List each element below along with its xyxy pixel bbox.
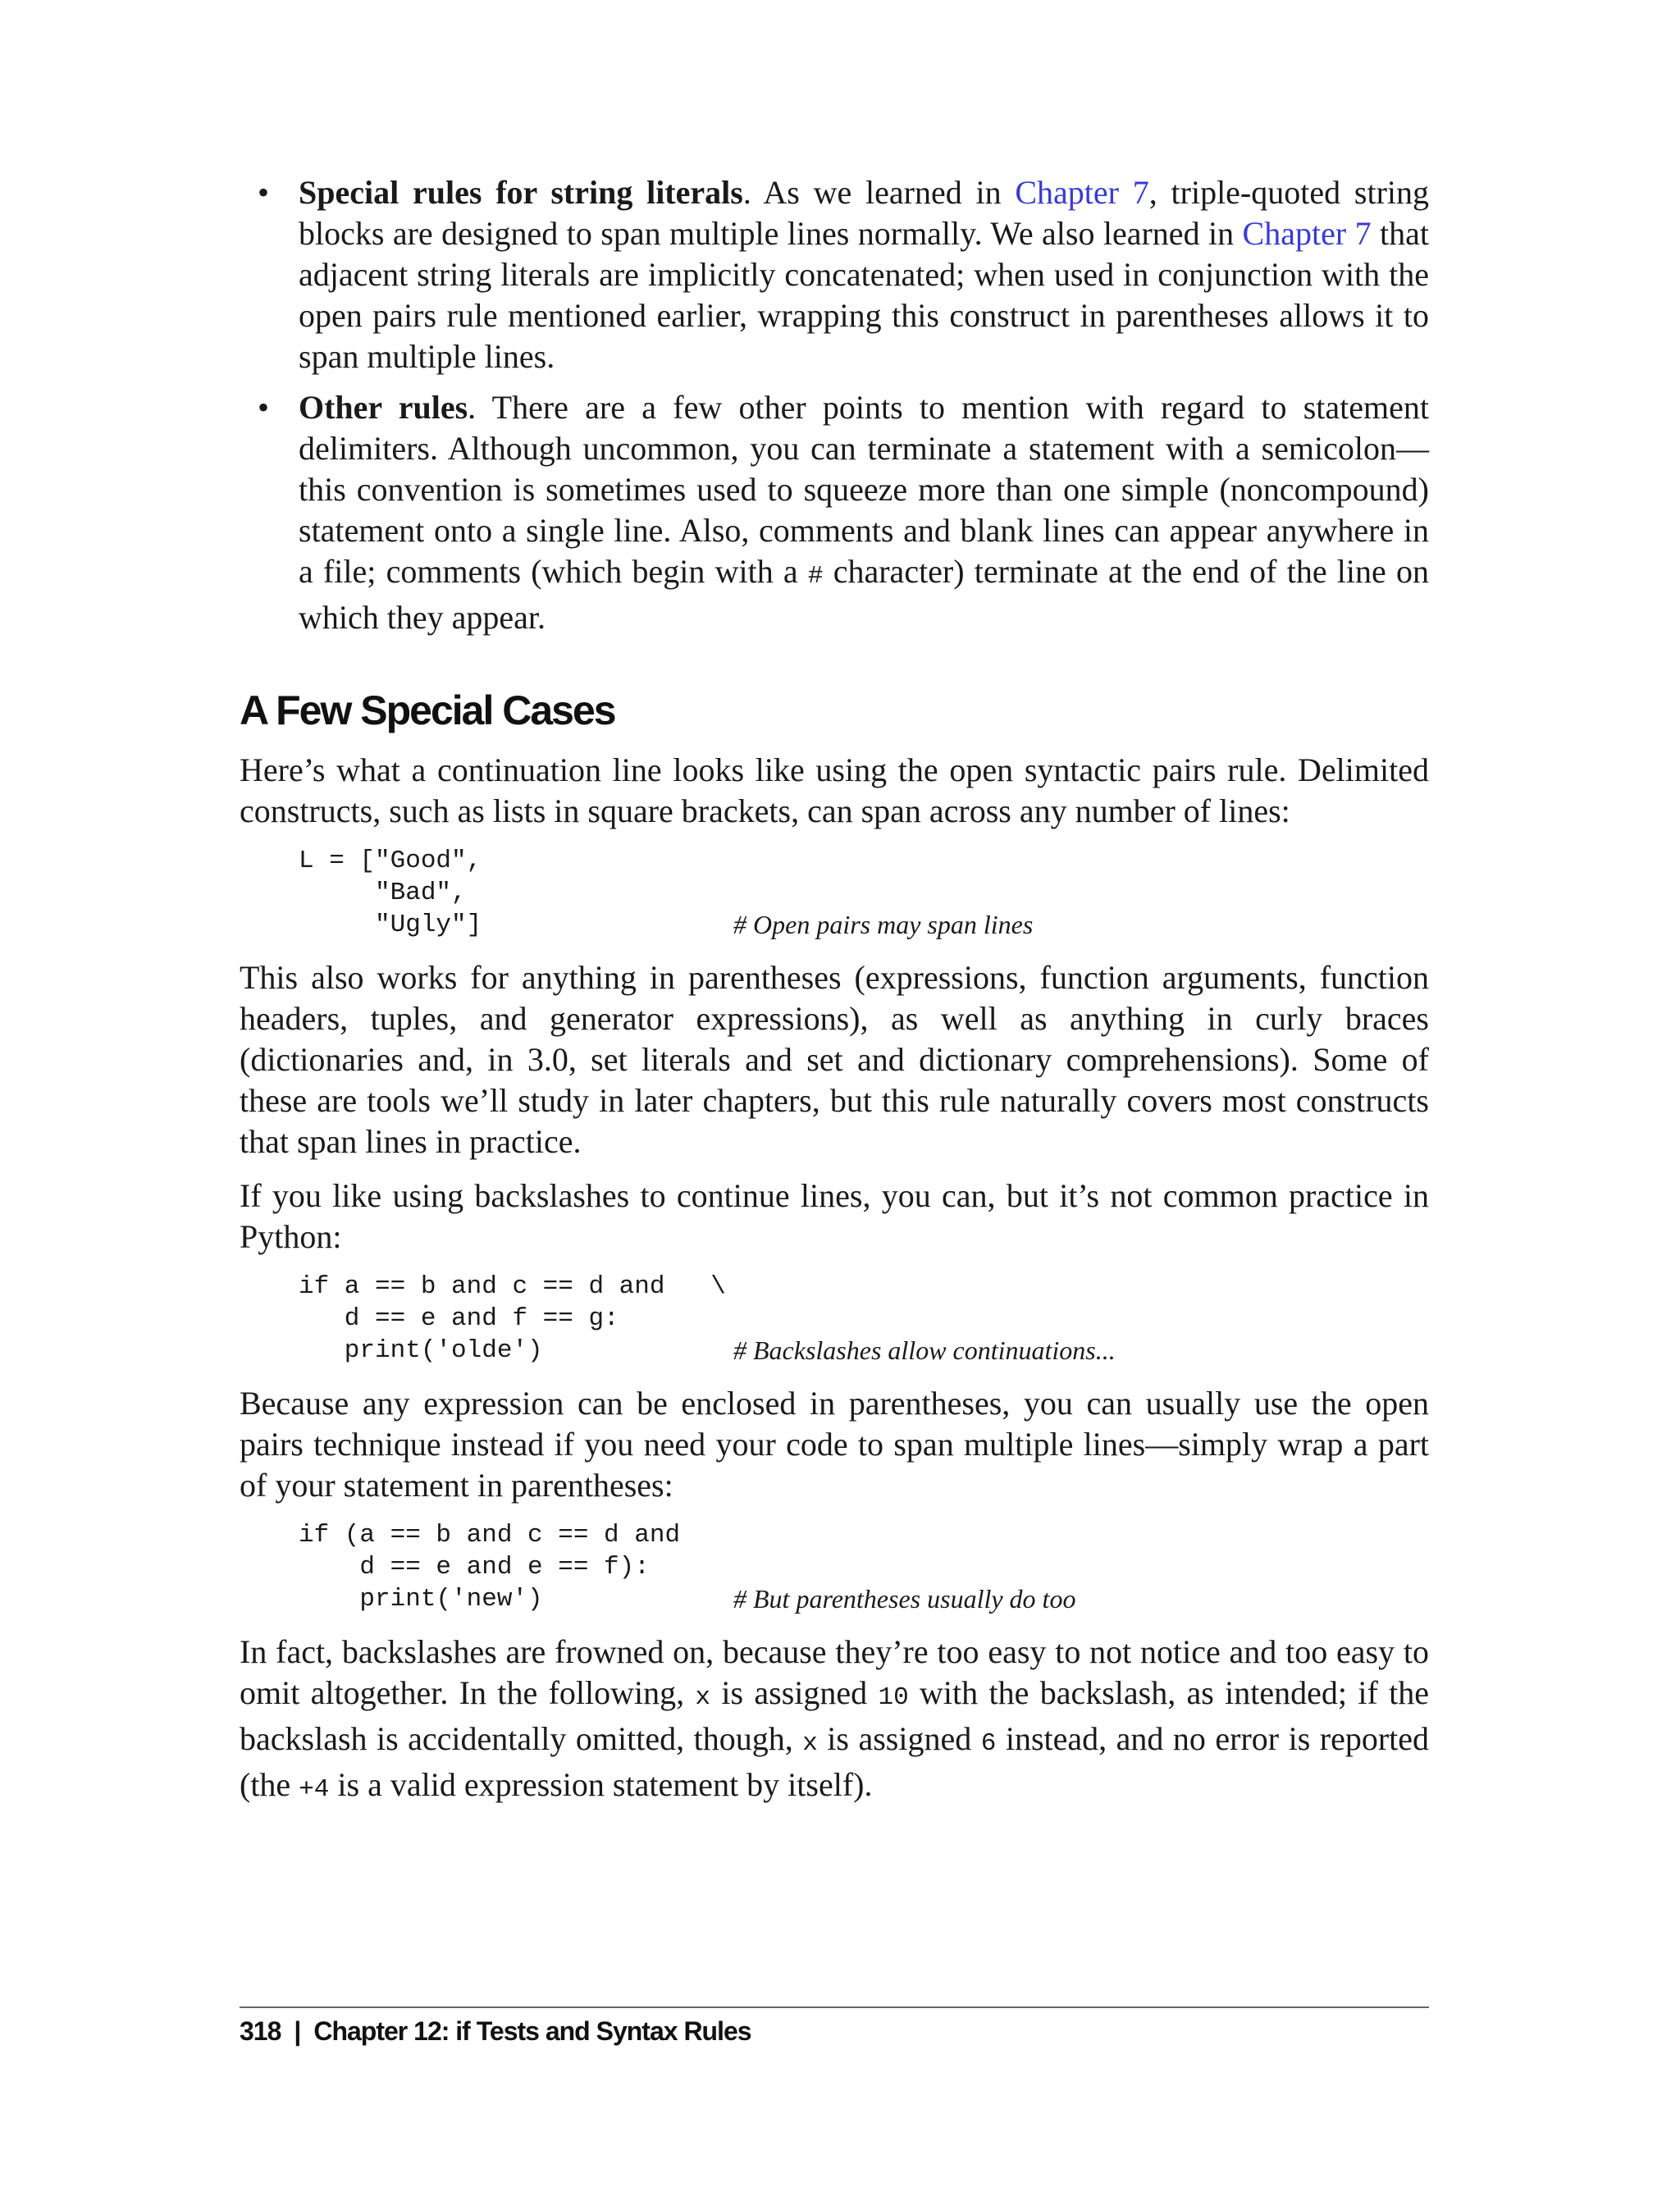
bullet-title: Other rules [299,389,468,426]
bullet-title: Special rules for string literals [299,174,743,211]
code-comment: # Backslashes allow continuations... [733,1335,1116,1365]
code-block [299,1271,1429,1367]
chapter-title: Chapter 12: if Tests and Syntax Rules [313,2016,751,2046]
rules-list [240,172,1429,638]
chapter-7-link[interactable]: Chapter 7 [1015,174,1149,211]
inline-code: +4 [299,1775,330,1804]
bullet-text: character) terminate at the end of the line on which they appear. [299,553,1429,636]
inline-code: # [807,562,824,591]
code-line: "Ugly"] # Open pairs may span lines [299,910,1034,939]
code-comment: # Open pairs may span lines [733,910,1034,939]
list-item [240,172,1429,377]
paragraph: If you like using backslashes to continue lines, you can, but it’s not common practice in Python: [240,1177,1429,1255]
page-body [240,172,1429,1824]
code-line: d == e and f == g: [299,1304,619,1333]
bullet-text: that adjacent string literals are implicitly concatenated; when used in conjunction with the open pairs rule mentioned earlier, wrapping this construct in parentheses allows it to span multiple lines. [299,215,1430,375]
code-line: if a == b and c == d and \ [299,1272,726,1301]
code-line: "Bad", [299,879,467,907]
inline-code: x [802,1729,818,1758]
code-line: print('new') # But parentheses usually do too [299,1584,1076,1614]
code-block [299,845,1429,941]
page-footer [240,2016,751,2047]
bullet-icon: • [258,389,270,426]
code-line: if (a == b and c == d and [299,1521,681,1550]
bullet-text: . There are a few other points to mention with regard to statement delimiters. Although uncommon, you can terminate a statement with a semicolon—this convention is sometimes used to squeeze more than one simple (noncompound) statement onto a single line. Also, comments and blank lines can appear anywhere in a file; comments (which begin with a [299,389,1429,590]
bullet-text: , triple-quoted string blocks are designed to span multiple lines normally. We also learned in [299,174,1429,252]
inline-code: x [695,1683,711,1712]
code-line: d == e and e == f): [299,1553,650,1582]
code-line: print('olde') # Backslashes allow continuations... [299,1335,1116,1365]
bullet-icon: • [258,174,270,211]
paragraph: In fact, backslashes are frowned on, because they’re too easy to not notice and too easy to omit altogether. In the following, x is assigned 10 with the backslash, as intended; if the backslash is accidentally omitted, though, x is assigned 6 instead, and no error is reported (the +4 is a valid expression statement by itself). [240,1633,1430,1804]
chapter-7-link[interactable]: Chapter 7 [1242,215,1372,252]
code-block [299,1519,1429,1615]
paragraph: Because any expression can be enclosed in parentheses, you can usually use the open pairs technique instead if you need your code to span multiple lines—simply wrap a part of your statement in parentheses: [240,1385,1429,1504]
section-heading: A Few Special Cases [240,687,615,733]
footer-divider [240,2006,1429,2008]
bullet-text: . As we learned in [742,174,1016,211]
page-number: 318 [240,2016,281,2046]
code-comment: # But parentheses usually do too [733,1584,1076,1614]
list-item [240,387,1429,638]
paragraph: Here’s what a continuation line looks like using the open syntactic pairs rule. Delimited constructs, such as lists in square brackets, can span across any number of lines: [240,751,1429,829]
footer-separator: | [294,2016,301,2046]
paragraph: This also works for anything in parentheses (expressions, function arguments, function headers, tuples, and generator expressions), as well as anything in curly braces (dictionaries and, in 3.0, set literals and set and dictionary comprehensions). Some of these are tools we’ll study in later chapters, but this rule naturally covers most constructs that span lines in practice. [240,959,1429,1160]
inline-code: 6 [980,1729,997,1758]
code-line: L = ["Good", [299,847,482,875]
inline-code: 10 [878,1683,909,1712]
